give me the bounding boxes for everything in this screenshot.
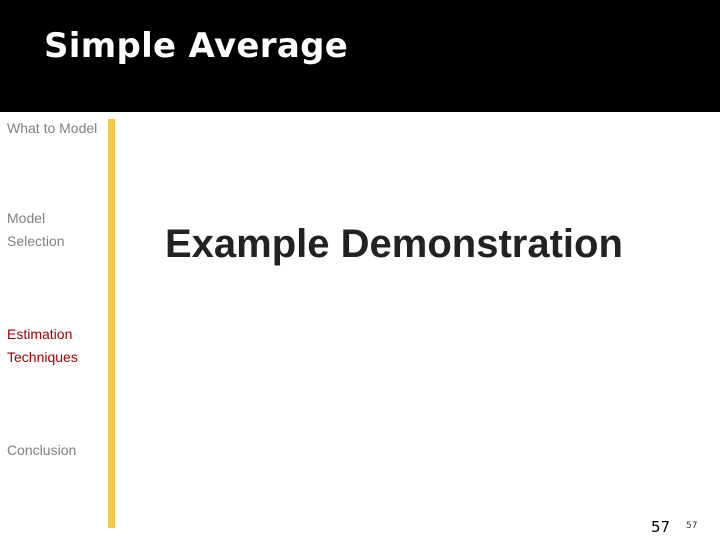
section-nav	[0, 112, 108, 532]
main-heading: Example Demonstration	[165, 222, 623, 266]
nav-item-model-selection[interactable]: Model Selection	[7, 210, 65, 249]
page-number: 57	[651, 518, 671, 536]
page-number-small: 57	[686, 521, 698, 531]
nav-item-estimation-techniques[interactable]: Estimation Techniques	[7, 326, 78, 365]
title-bar	[0, 0, 720, 112]
accent-divider	[108, 119, 115, 528]
nav-item-what-to-model[interactable]: What to Model	[7, 120, 98, 136]
nav-item-conclusion[interactable]: Conclusion	[7, 442, 77, 458]
slide-title: Simple Average	[44, 26, 349, 66]
